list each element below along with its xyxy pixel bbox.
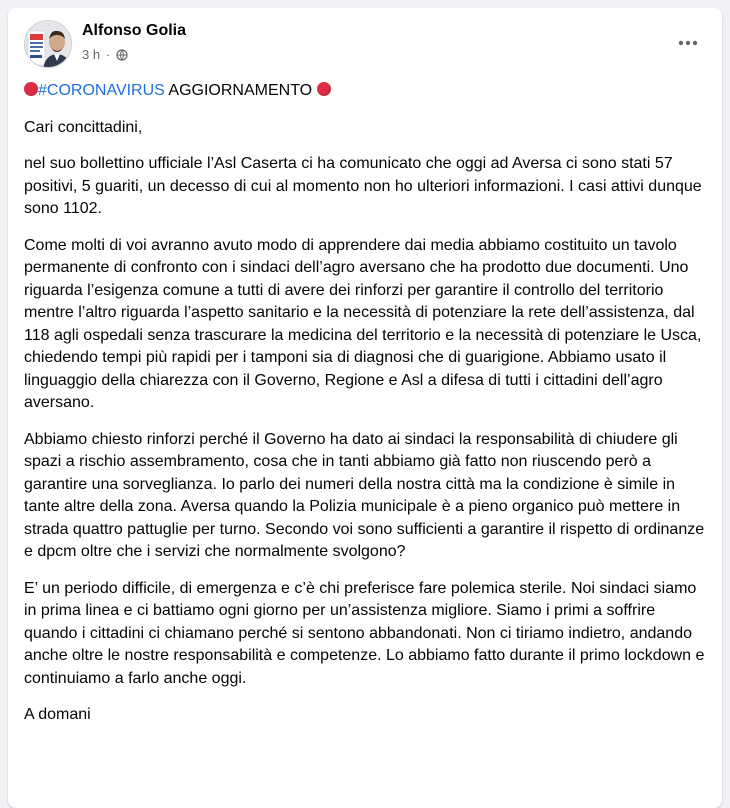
post-timestamp[interactable]: 3 h xyxy=(82,47,101,62)
author-avatar[interactable] xyxy=(24,20,72,68)
hashtag-coronavirus[interactable]: #CORONAVIRUS xyxy=(38,82,165,99)
profile-photo-icon xyxy=(25,21,72,68)
post-paragraph: Abbiamo chiesto rinforzi perché il Governo ha dato ai sindaci la responsabilità di chiudere gli spazi a rischio assembramento, cosa che in tanti abbiamo già fatto non riuscendo però a garantire una sorveglianza. Io parlo dei numeri della nostra città ma la condizione è simile in tante altre della zona. Aversa quando la Polizia municipale è a pieno organico può mettere in strada quattro pattuglie per turno. Secondo voi sono sufficienti a garantire il rispetto di ordinanze e dpcm oltre che i servizi che normalmente svolgono? xyxy=(24,430,705,560)
post-paragraph: A domani xyxy=(24,706,91,723)
post-headline xyxy=(24,80,710,103)
post-paragraph: nel suo bollettino ufficiale l’Asl Caserta ci ha comunicato che oggi ad Aversa ci sono stati 57 positivi, 5 guariti, un decesso di cui al momento non ho ulteriori informazioni. I casi attivi dunque sono 1102. xyxy=(24,155,702,217)
post-card xyxy=(8,8,722,808)
post-paragraph: E’ un periodo difficile, di emergenza e c’è chi preferisce fare polemica sterile. Noi sindaci siamo in prima linea e ci battiamo ogni giorno per un’assistenza migliore. Siamo i primi a soffrire quando i cittadini ci chiamano perché si sentono abbandonati. Non ci tiriamo indietro, andando anche oltre le nostre responsabilità e competenze. Lo abbiamo fatto durante il primo lockdown e continuiamo a farlo anche oggi. xyxy=(24,579,705,687)
author-name[interactable]: Alfonso Golia xyxy=(82,22,186,39)
more-options-button[interactable] xyxy=(670,24,706,60)
more-horizontal-icon xyxy=(678,33,698,51)
post-paragraph: Come molti di voi avranno avuto modo di apprendere dai media abbiamo costituito un tavolo permanente di confronto con i sindaci dell’agro aversano che ha prodotto due documenti. Uno riguarda l’esigenza comune a tutti di avere dei rinforzi per garantire il controllo del territorio mentre l’altro riguarda l’aspetto sanitario e la necessità di potenziare la rete dell’assistenza, dal 118 agli ospedali senza trascurare la medicina del territorio e la necessità di potenziare le Usca, chiedendo tempi più rapidi per i tamponi sia di diagnosi che di guarigione. Abbiamo usato il linguaggio della chiarezza con il Governo, Regione e Asl a difesa di tutti i cittadini dell’agro aversano. xyxy=(24,236,702,411)
meta-separator: · xyxy=(105,47,111,62)
red-circle-icon xyxy=(24,82,38,96)
post-body xyxy=(24,80,710,741)
post-header xyxy=(24,20,706,68)
headline-text: AGGIORNAMENTO xyxy=(164,82,317,99)
post-paragraph: Cari concittadini, xyxy=(24,118,143,136)
post-meta xyxy=(82,47,128,64)
red-circle-icon xyxy=(317,82,331,96)
globe-icon[interactable] xyxy=(116,49,128,64)
